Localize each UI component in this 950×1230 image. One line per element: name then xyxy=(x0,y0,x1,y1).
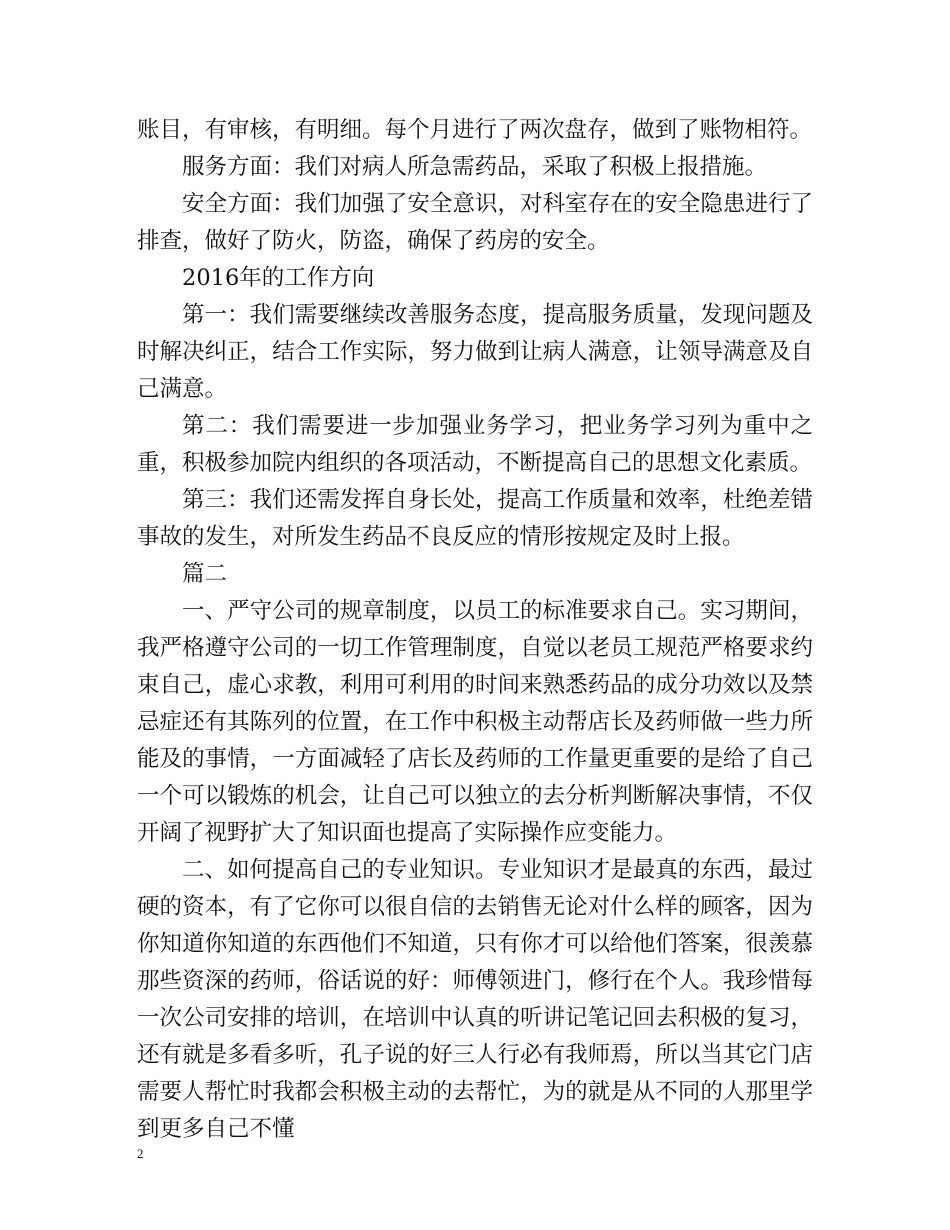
section-heading-part-two: 篇二 xyxy=(182,561,228,587)
paragraph-10: 二、如何提高自己的专业知识。专业知识才是最真的东西，最过硬的资本，有了它你可以很自信的去销售无论对什么样的顾客，因为你知道你知道的东西他们不知道，只有你才可以给他们答案，很羡慕那些资深的药师，俗话说的好：师傅领进门，修行在个人。我珍惜每一次公司安排的培训，在培训中认真的听讲记笔记回去积极的复习，还有就是多看多听，孔子说的好三人行必有我师焉，所以当其它门店需要人帮忙时我都会积极主动的去帮忙，为的就是从不同的人那里学到更多自己不懂 xyxy=(137,857,813,1142)
paragraph-3: 安全方面：我们加强了安全意识，对科室存在的安全隐患进行了排查，做好了防火，防盗，确保了药房的安全。 xyxy=(137,191,813,254)
section-heading-work-direction: 2016年的工作方向 xyxy=(182,265,375,291)
paragraph-9: 一、严守公司的规章制度，以员工的标准要求自己。实习期间，我严格遵守公司的一切工作管理制度，自觉以老员工规范严格要求约束自己，虚心求教，利用可利用的时间来熟悉药品的成分功效以及禁忌症还有其陈列的位置，在工作中积极主动帮店长及药师做一些力所能及的事情，一方面减轻了店长及药师的工作量更重要的是给了自己一个可以锻炼的机会，让自己可以独立的去分析判断解决事情，不仅开阔了视野扩大了知识面也提高了实际操作应变能力。 xyxy=(137,598,813,846)
paragraph-7: 第三：我们还需发挥自身长处，提高工作质量和效率，杜绝差错事故的发生，对所发生药品不良反应的情形按规定及时上报。 xyxy=(137,487,813,550)
page-number: 2 xyxy=(137,1146,144,1161)
paragraph-5: 第一：我们需要继续改善服务态度，提高服务质量，发现问题及时解决纠正，结合工作实际，努力做到让病人满意，让领导满意及自己满意。 xyxy=(137,302,813,402)
paragraph-1: 账目，有审核，有明细。每个月进行了两次盘存，做到了账物相符。 xyxy=(137,117,813,143)
paragraph-2: 服务方面：我们对病人所急需药品，采取了积极上报措施。 xyxy=(182,154,768,180)
document-body xyxy=(137,112,813,1148)
paragraph-6: 第二：我们需要进一步加强业务学习，把业务学习列为重中之重，积极参加院内组织的各项活动，不断提高自己的思想文化素质。 xyxy=(137,413,813,476)
